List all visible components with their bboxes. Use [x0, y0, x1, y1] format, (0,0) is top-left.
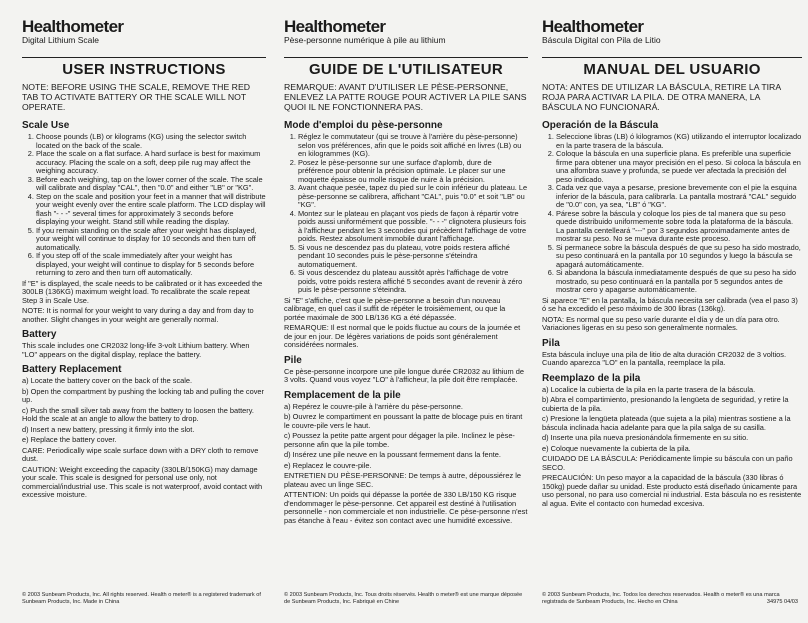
brand-logo: Healthometer: [22, 17, 124, 36]
list-item: 4. Step on the scale and position your feet in a manner that will distribute your weight evenly over the entire scale platform. The LCD display will flash "- - -" several times for approximately 3 seconds before displaying your weight. Stand still while reading the display.: [36, 193, 266, 227]
section-heading-battery: Pila: [542, 337, 560, 349]
list-item: c) Push the small silver tab away from the battery to loosen the battery. Hold the scale at an angle to allow the battery to drop.: [22, 405, 254, 423]
caution-note: CAUTION: Weight exceeding the capacity (330LB/150KG) may damage your scale. This scale is designed for personal use only, not commercial/industrial use. This scale is not waterproof, avoid contact with excessive moisture.: [22, 464, 263, 499]
list-item: 1. Seleccione libras (LB) ó kilogramos (KG) utilizando el interruptor localizado en la parte trasera de la báscula.: [556, 133, 802, 150]
paragraph: Si aparece "E" en la pantalla, la báscula necesita ser calibrada (vea el paso 3) ó se ha excedido el peso máximo de 300 libras (136kg).: [542, 295, 798, 313]
list-item: 5. Si permanece sobre la báscula después de que su peso ha sido mostrado, su peso continuará en la pantalla por 10 segundos y luego la báscula se apagará automáticamente.: [556, 244, 802, 270]
section-heading-replacement: Battery Replacement: [22, 364, 122, 375]
paragraph: Esta báscula incluye una pila de litio de alta duración CR2032 de 3 voltios. Cuando aparezca "LO" en la pantalla, reemplace la pila.: [542, 349, 787, 367]
divider: [542, 57, 802, 58]
page-title: USER INSTRUCTIONS: [62, 61, 226, 78]
list-item: a) Locate the battery cover on the back of the scale.: [22, 376, 193, 385]
column-english: [0, 0, 272, 623]
list-item: b) Abra el compartimiento, presionando la lengüeta de seguridad, y retire la cubierta de la pila.: [542, 395, 789, 413]
brand-subtitle: Pèse-personne numérique à pile au lithium: [284, 35, 446, 45]
section-heading-battery: Pile: [284, 354, 302, 366]
copyright-footer: © 2003 Sunbeam Products, Inc. Todos los derechos reservados. Health o meter® es una marca registrada de Sunbeam Products, Inc. Hecho en China: [542, 592, 780, 605]
document-code: 34975 04/03: [766, 599, 798, 605]
divider: [284, 57, 528, 58]
list-item: c) Presione la lengüeta plateada (que sujeta a la pila) mientras sostiene a la báscula inclinada hacia adelante para que la pila salga de su casilla.: [542, 414, 791, 432]
list-item: b) Open the compartment by pushing the locking tab and pulling the cover up.: [22, 386, 264, 404]
list-item: e) Coloque nuevamente la cubierta de la pila.: [542, 443, 691, 453]
section-heading-battery: Battery: [22, 329, 57, 340]
section-heading-use: Scale Use: [22, 120, 70, 131]
brand-logo: Healthometer: [542, 17, 644, 36]
paragraph: This scale includes one CR2032 long-life 3-volt Lithium battery. When "LO" appears on the digital display, replace the battery.: [22, 341, 250, 359]
list-item: 6. If you step off of the scale immediately after your weight has displayed, your weight will continue to display for 5 seconds before returning to zero and then turn off automatically.: [36, 252, 266, 278]
list-item: b) Ouvrez le compartiment en poussant la patte de blocage puis en tirant le couvre-pile vers le haut.: [284, 412, 523, 430]
list-item: 5. Si vous ne descendez pas du plateau, votre poids restera affiché pendant 10 secondes puis le pèse-personne s'éteindra automatiquement.: [298, 244, 528, 270]
paragraph: If "E" is displayed, the scale needs to be calibrated or it has exceeded the 300LB (136KG) maximum weight load. To recalibrate the scale repeat Step 3 in Scale Use.: [22, 278, 263, 305]
list-item: 3. Before each weighing, tap on the lower corner of the scale. The scale will calibrate and display "CAL", then "0.0" and either "LB" or "KG".: [36, 176, 266, 193]
brand-subtitle: Báscula Digital con Pila de Litio: [542, 35, 661, 45]
paragraph: REMARQUE: Il est normal que le poids fluctue au cours de la journée et de jour en jour. De légères variations de poids sont généralement considérées normales.: [284, 323, 521, 349]
activation-note: NOTE: BEFORE USING THE SCALE, REMOVE THE RED TAB TO ACTIVATE BATTERY OR THE SCALE WILL NOT OPERATE.: [22, 82, 251, 112]
activation-note: REMARQUE: AVANT D'UTILISER LE PÈSE-PERSONNE, ENLEVEZ LA PATTE ROUGE POUR ACTIVER LA PILE SANS QUOI IL NE FONCTIONNERA PAS.: [284, 82, 527, 112]
section-heading-replacement: Remplacement de la pile: [284, 389, 401, 401]
paragraph: Ce pèse-personne incorpore une pile longue durée CR2032 au lithium de 3 volts. Quand vous voyez "LO" à l'afficheur, la pile doit être remplacée.: [284, 366, 524, 384]
activation-note: NOTA: ANTES DE UTILIZAR LA BÁSCULA, RETIRE LA TIRA ROJA PARA ACTIVAR LA PILA. DE OTRA MANERA, LA BÁSCULA NO FUNCIONARÁ.: [542, 82, 781, 112]
section-heading-use: Mode d'emploi du pèse-personne: [284, 120, 443, 131]
copyright-footer: © 2003 Sunbeam Products, Inc. Tous droits réservés. Health o meter® est une marque déposée de Sunbeam Products, Inc. Fabriqué en Chine: [284, 592, 523, 605]
list-item: 3. Avant chaque pesée, tapez du pied sur le coin inférieur du plateau. Le pèse-personne se calibrera, affichant "CAL", puis "0.0" et soit "LB" ou "KG".: [298, 184, 528, 210]
list-item: 4. Montez sur le plateau en plaçant vos pieds de façon à répartir votre poids aussi uniformément que possible. "- - -" clignotera plusieurs fois à l'afficheur pendant les 3 secondes qui précèdent l'affichage de votre poids. Restez absolument immobile durant l'affichage.: [298, 210, 528, 244]
column-spanish: [534, 0, 808, 623]
caution-note: ATTENTION: Un poids qui dépasse la portée de 330 LB/150 KG risque d'endommager le pèse-personne. Cet appareil est destiné à l'utilisation personnelle - non commerciale et non industrielle. Ce pèse-personne n'est pas étanche à l'eau - évitez son contact avec une humidité excessive.: [284, 490, 528, 525]
list-item: 3. Cada vez que vaya a pesarse, presione brevemente con el pie la esquina inferior de la báscula, para calibrarla. La pantalla mostrará "CAL" seguido de "0.0" con, ya sea, "LB" ó "KG".: [556, 184, 802, 210]
paragraph: NOTA: Es normal que su peso varíe durante el día y de un día para otro. Variaciones ligeras en su peso son generalmente normales.: [542, 314, 780, 332]
list-item: 6. Si vous descendez du plateau aussitôt après l'affichage de votre poids, votre poids restera affiché 5 secondes avant de revenir à zéro puis le pèse-personne s'éteindra.: [298, 269, 528, 295]
list-item: 2. Posez le pèse-personne sur une surface d'aplomb, dure de préférence pour obtenir la précision optimale. Le placer sur une moquette épaisse ou molle risque de nuire à la précision.: [298, 159, 528, 185]
list-item: 1. Réglez le commutateur (qui se trouve à l'arrière du pèse-personne) selon vos préférences, afin que le poids soit affiché en livres (LB) ou en kilogrammes (KG).: [298, 133, 528, 159]
list-item: 6. Si abandona la báscula inmediatamente después de que su peso ha sido mostrado, su peso continuará en la pantalla por 5 segundos antes de mostrar cero y apagarse automáticamente.: [556, 269, 802, 295]
list-item: 2. Place the scale on a flat surface. A hard surface is best for maximum accuracy. Placing the scale on a soft, deep pile rug may affect the weighing accuracy.: [36, 150, 266, 176]
brand-subtitle: Digital Lithium Scale: [22, 35, 100, 45]
divider: [22, 57, 266, 58]
list-item: 5. If you remain standing on the scale after your weight has displayed, your weight will continue to display for 10 seconds and then turn off automatically.: [36, 227, 266, 253]
use-steps-list: [284, 133, 528, 295]
list-item: 1. Choose pounds (LB) or kilograms (KG) using the selector switch located on the back of the scale.: [36, 133, 266, 150]
list-item: 4. Párese sobre la báscula y coloque los pies de tal manera que su peso quede distribuido uniformemente sobre toda la plataforma de la báscula. La pantalla centelleará "---" por 3 segundos aproximadamente antes de mostrar su peso. No se mueva durante este proceso.: [556, 210, 802, 244]
list-item: d) Insérez une pile neuve en la poussant fermement dans la fente.: [284, 450, 501, 459]
use-steps-list: [542, 133, 802, 295]
caution-note: PRECAUCIÓN: Un peso mayor a la capacidad de la báscula (330 libras ó 150kg) puede dañar su unidad. Este producto está diseñado únicamente para uso personal, no para uso comercial ni industrial. Esta báscula no es resistente al agua. Evite el contacto con humedad excesiva.: [542, 473, 802, 508]
list-item: a) Localice la cubierta de la pila en la parte trasera de la báscula.: [542, 384, 756, 394]
page-title: GUIDE DE L'UTILISATEUR: [308, 61, 504, 78]
care-note: CUIDADO DE LA BÁSCULA: Periódicamente limpie su báscula con un paño SECO.: [542, 454, 793, 472]
list-item: d) Insert a new battery, pressing it firmly into the slot.: [22, 424, 195, 434]
list-item: a) Repérez le couvre-pile à l'arrière du pèse-personne.: [284, 401, 463, 411]
column-french: [272, 0, 534, 623]
list-item: d) Inserte una pila nueva presionándola firmemente en su sitio.: [542, 433, 749, 442]
list-item: c) Poussez la petite patte argent pour dégager la pile. Inclinez le pèse-personne afin que la pile tombe.: [284, 431, 515, 449]
list-item: e) Replacez le couvre-pile.: [284, 460, 372, 470]
list-item: 2. Coloque la báscula en una superficie plana. Es preferible una superficie firme para obtener una mayor precisión en el peso. Si coloca la báscula en una alfombra suave y profunda, se puede ver afectada la precisión del peso indicado.: [556, 150, 802, 184]
page-title: MANUAL DEL USUARIO: [583, 61, 761, 78]
paragraph: Si "E" s'affiche, c'est que le pèse-personne a besoin d'un nouveau calibrage, en quel cas il suffit de répéter le troisièmement, ou que la portée maximale de 300 LB/136 KG a été dépassée.: [284, 295, 506, 322]
use-steps-list: [22, 133, 266, 278]
paragraph: NOTE: It is normal for your weight to vary during a day and from day to another. Slight changes in your weight are generally normal.: [22, 306, 254, 324]
section-heading-use: Operación de la Báscula: [542, 120, 659, 131]
section-heading-replacement: Reemplazo de la pila: [542, 372, 641, 384]
copyright-footer: © 2003 Sunbeam Products, Inc. All rights reserved. Health o meter® is a registered trademark of Sunbeam Products, Inc. Made in China: [22, 592, 261, 605]
list-item: e) Replace the battery cover.: [22, 435, 117, 444]
care-note: ENTRETIEN DU PÈSE-PERSONNE: De temps à autre, dépoussiérez le plateau avec un linge SEC.: [284, 471, 521, 489]
care-note: CARE: Periodically wipe scale surface down with a DRY cloth to remove dust.: [22, 445, 259, 463]
brand-logo: Healthometer: [284, 17, 386, 36]
